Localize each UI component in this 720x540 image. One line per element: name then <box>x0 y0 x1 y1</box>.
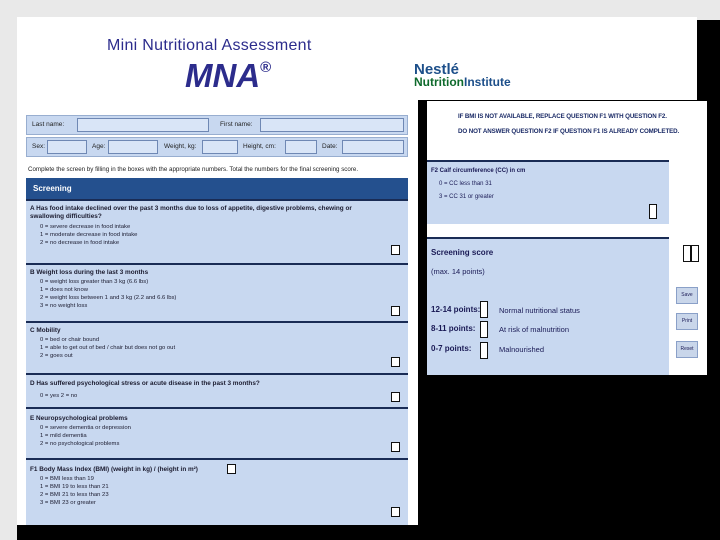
screening-form-right <box>427 101 707 375</box>
score-title: Screening score <box>431 248 494 257</box>
range-box <box>480 321 488 338</box>
question-f2 <box>427 160 669 224</box>
answer-box-b[interactable] <box>391 306 400 316</box>
f2-title: F2 Calf circumference (CC) in cm <box>431 168 526 174</box>
question-e <box>26 407 408 458</box>
date-field[interactable] <box>342 140 404 154</box>
answer-box-d[interactable] <box>391 392 400 402</box>
height-field[interactable] <box>285 140 317 154</box>
screening-score-panel <box>427 237 669 375</box>
screening-header: Screening <box>26 178 408 199</box>
question-c <box>26 321 408 373</box>
option: 1 = moderate decrease in food intake <box>40 232 138 238</box>
question-a-title: A Has food intake declined over the past 3 months due to loss of appetite, digestive problems, chewing or <box>30 205 352 212</box>
range-label: At risk of malnutrition <box>499 325 570 334</box>
option: 3 = no weight loss <box>40 303 88 309</box>
option: 1 = BMI 19 to less than 21 <box>40 484 109 490</box>
option: 0 = severe dementia or depression <box>40 425 131 431</box>
f2-option: 0 = CC less than 31 <box>439 181 492 187</box>
bmi-note-2: DO NOT ANSWER QUESTION F2 IF QUESTION F1 IS ALREADY COMPLETED. <box>458 128 680 135</box>
option: 2 = weight loss between 1 and 3 kg (2.2 and 6.6 lbs) <box>40 295 177 301</box>
option: 1 = able to get out of bed / chair but does not go out <box>40 345 176 351</box>
reset-button[interactable]: Reset <box>676 341 698 358</box>
weight-field[interactable] <box>202 140 238 154</box>
option: 1 = does not know <box>40 287 88 293</box>
question-a <box>26 199 408 263</box>
question-c-title: C Mobility <box>30 327 61 334</box>
range-points: 0-7 points: <box>431 344 472 353</box>
answer-box-c[interactable] <box>391 357 400 367</box>
question-b <box>26 263 408 321</box>
question-d <box>26 373 408 407</box>
question-f1-title: F1 Body Mass Index (BMI) (weight in kg) / (height in m²) <box>30 466 198 473</box>
option: 1 = mild dementia <box>40 433 87 439</box>
range-box <box>480 301 488 318</box>
sex-field[interactable] <box>47 140 87 154</box>
date-label: Date: <box>322 143 338 150</box>
option: 2 = goes out <box>40 353 73 359</box>
left-border <box>0 0 17 540</box>
question-e-title: E Neuropsychological problems <box>30 415 128 422</box>
mna-logo: MNA® <box>185 57 272 94</box>
option: 2 = BMI 21 to less than 23 <box>40 492 109 498</box>
score-subtitle: (max. 14 points) <box>431 267 485 276</box>
range-points: 8-11 points: <box>431 324 476 333</box>
range-points: 12-14 points: <box>431 305 481 314</box>
option: 3 = BMI 23 or greater <box>40 500 96 506</box>
print-button[interactable]: Print <box>676 313 698 330</box>
last-name-field[interactable] <box>77 118 209 132</box>
range-box <box>480 342 488 359</box>
score-box-2[interactable] <box>691 245 699 262</box>
option: 0 = bed or chair bound <box>40 337 100 343</box>
answer-box-a[interactable] <box>391 245 400 255</box>
nutrition-institute-logo: NutritionInstitute <box>414 75 511 89</box>
range-label: Malnourished <box>499 345 545 354</box>
score-box-1[interactable] <box>683 245 691 262</box>
sex-label: Sex: <box>32 143 46 150</box>
option: 0 = weight loss greater than 3 kg (6.6 lbs) <box>40 279 149 285</box>
option: 0 = BMI less than 19 <box>40 476 94 482</box>
option: 0 = yes 2 = no <box>40 393 78 399</box>
f2-option: 3 = CC 31 or greater <box>439 194 494 200</box>
save-button[interactable]: Save <box>676 287 698 304</box>
answer-box-f2[interactable] <box>649 204 657 219</box>
nestle-logo: Nestlé <box>414 61 460 78</box>
option: 2 = no psychological problems <box>40 441 120 447</box>
header-banner <box>17 17 697 100</box>
question-f1 <box>26 458 408 525</box>
option: 2 = no decrease in food intake <box>40 240 120 246</box>
answer-box-f1[interactable] <box>391 507 400 517</box>
height-label: Height, cm: <box>243 143 276 150</box>
instructions-text: Complete the screen by filling in the boxes with the appropriate numbers. Total the numbers for the final screening score. <box>28 166 359 173</box>
last-name-label: Last name: <box>32 121 65 128</box>
option: 0 = severe decrease in food intake <box>40 224 131 230</box>
demographics-row <box>26 137 408 157</box>
first-name-label: First name: <box>220 121 253 128</box>
assessment-title: Mini Nutritional Assessment <box>107 37 312 54</box>
answer-box-e[interactable] <box>391 442 400 452</box>
name-row <box>26 115 408 135</box>
question-d-title: D Has suffered psychological stress or acute disease in the past 3 months? <box>30 380 260 387</box>
bmi-entry-box[interactable] <box>227 464 236 474</box>
bmi-note-1: IF BMI IS NOT AVAILABLE, REPLACE QUESTION F1 WITH QUESTION F2. <box>458 113 667 120</box>
question-b-title: B Weight loss during the last 3 months <box>30 269 149 276</box>
age-field[interactable] <box>108 140 158 154</box>
age-label: Age: <box>92 143 106 150</box>
question-a-title-cont: swallowing difficulties? <box>30 213 102 220</box>
screening-form-left <box>17 100 418 525</box>
first-name-field[interactable] <box>260 118 404 132</box>
weight-label: Weight, kg: <box>164 143 197 150</box>
range-label: Normal nutritional status <box>499 306 580 315</box>
